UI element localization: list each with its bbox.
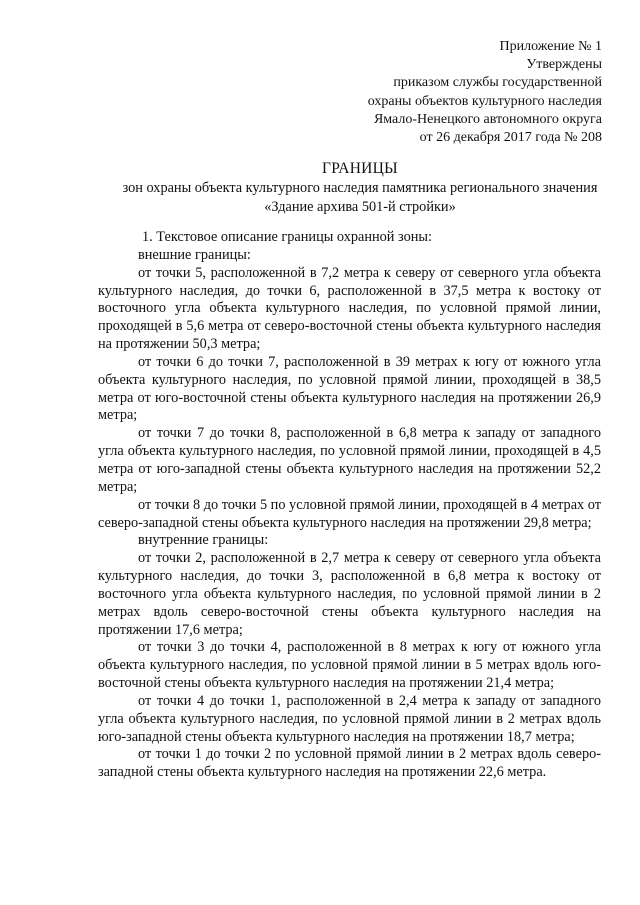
document-heading [100, 159, 620, 216]
boundary-paragraph: от точки 1 до точки 2 по условной прямой линии в 2 метрах вдоль северо-западной стены объекта культурного наследия на протяжении 22,6 метра. [98, 746, 601, 781]
boundary-paragraph: от точки 2, расположенной в 2,7 метра к северу от северного угла объекта культурного наследия, до точки 3, расположенной в 6,8 метра к востоку от восточного угла объекта культурного наследия, по условной прямой линии в 2 метрах вдоль северо-восточной стены объекта культурного наследия на протяжении 17,6 метра; [98, 550, 601, 638]
approval-stamp-block [302, 38, 602, 147]
section-heading: 1. Текстовое описание границы охранной зоны: [142, 229, 432, 245]
external-boundaries-label: внешние границы: [138, 246, 251, 263]
document-subtitle: зон охраны объекта культурного наследия памятника регионального значения «Здание архива 501-й стройки» [122, 180, 598, 215]
order-line: приказом службы государственной [393, 75, 602, 91]
boundary-paragraph: от точки 6 до точки 7, расположенной в 39 метрах к югу от южного угла объекта культурного наследия, по условной прямой линии, проходящей в 38,5 метра от юго-восточной стены объекта культурного наследия на протяжении 26,9 метра; [98, 353, 601, 424]
order-date-line: от 26 декабря 2017 года № 208 [419, 130, 602, 146]
boundary-paragraph: от точки 5, расположенной в 7,2 метра к северу от северного угла объекта культурного наследия, до точки 6, расположенной в 37,5 метра к востоку от восточного угла объекта культурного наследия, по условной прямой линии, проходящей в 5,6 метра от северо-восточной стены объекта культурного наследия на протяжении 50,3 метра; [98, 264, 601, 353]
document-title: ГРАНИЦЫ [322, 160, 398, 177]
service-name-line: охраны объектов культурного наследия [367, 93, 602, 109]
appendix-number: Приложение № 1 [499, 39, 602, 54]
document-body [98, 229, 601, 782]
region-line: Ямало-Ненецкого автономного округа [373, 111, 602, 127]
internal-boundaries-label: внутренние границы: [138, 532, 269, 549]
boundary-paragraph: от точки 3 до точки 4, расположенной в 8 метрах к югу от южного угла объекта культурного наследия, по условной прямой линии в 5 метрах вдоль юго-восточной стены объекта культурного наследия на протяжении 21,4 метра; [98, 639, 601, 692]
approved-label: Утверждены [526, 57, 602, 73]
boundary-paragraph: от точки 8 до точки 5 по условной прямой линии, проходящей в 4 метрах от северо-западной стены объекта культурного наследия на протяжении 29,8 метра; [98, 496, 601, 531]
boundary-paragraph: от точки 4 до точки 1, расположенной в 2,4 метра к западу от западного угла объекта культурного наследия, по условной прямой линии в 2 метрах вдоль юго-западной стены объекта культурного наследия на протяжении 18,7 метра; [98, 692, 601, 745]
boundary-paragraph: от точки 7 до точки 8, расположенной в 6,8 метра к западу от западного угла объекта культурного наследия, по условной прямой линии, проходящей в 4,5 метра от юго-западной стены объекта культурного наследия на протяжении 52,2 метра; [98, 425, 601, 495]
